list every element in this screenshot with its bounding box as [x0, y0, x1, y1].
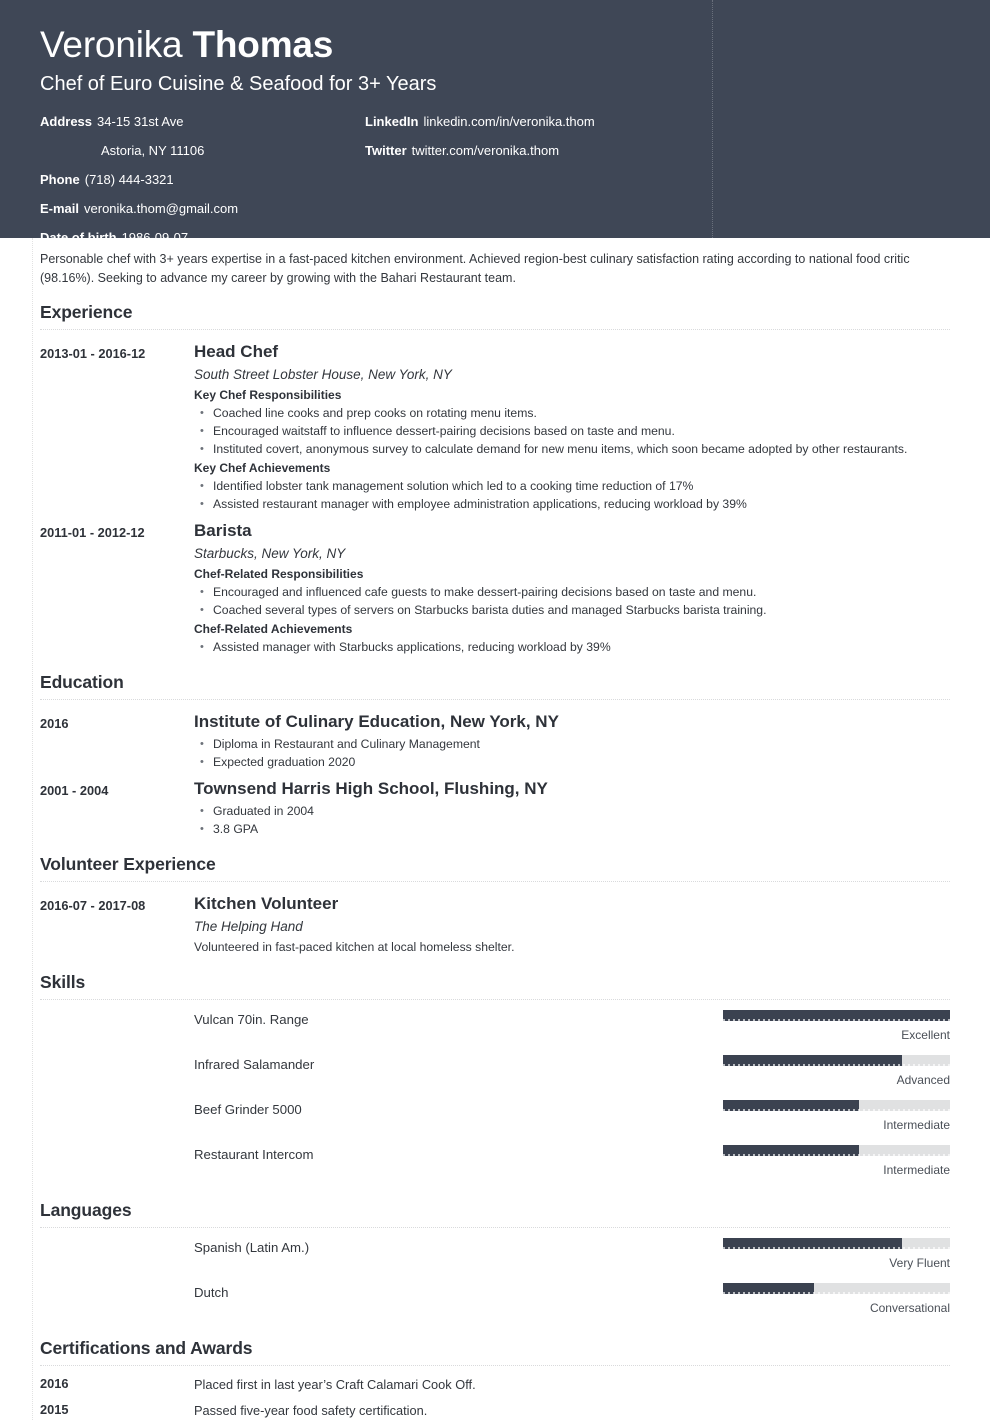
job-title: Chef of Euro Cuisine & Seafood for 3+ Years [40, 73, 437, 95]
language-meter-track [723, 1283, 950, 1294]
education-entry [40, 710, 950, 771]
contact-linkedin-label: LinkedIn [365, 114, 419, 129]
education-entry-school: Institute of Culinary Education, New York, NY [194, 712, 559, 731]
experience-entry-date: 2011-01 - 2012-12 [40, 525, 145, 540]
contact-twitter[interactable] [365, 142, 705, 159]
first-name: Veronika [40, 24, 183, 65]
list-item: • Encouraged waitstaff to influence dessert-pairing decisions based on taste and menu. [194, 422, 950, 440]
professional-summary: Personable chef with 3+ years expertise in a fast-paced kitchen environment. Achieved region-best culinary satisfaction rating according to national food critic (98.16%). Seeking to advance my career by growing with the Bahari Restaurant team. [40, 252, 910, 285]
skill-level-label: Intermediate [883, 1163, 950, 1177]
education-bullet-list [194, 802, 950, 838]
list-item: • Identified lobster tank management solution which led to a cooking time reduction of 17% [194, 477, 950, 495]
skill-meter-dot-overlay [723, 1019, 950, 1021]
language-level-label: Very Fluent [889, 1256, 950, 1270]
experience-entry-main [194, 340, 950, 513]
section-title-experience: Experience [40, 292, 950, 330]
skill-meter-dot-overlay [723, 1064, 950, 1066]
last-name: Thomas [192, 24, 334, 65]
contact-address-value-line2: Astoria, NY 11106 [101, 143, 205, 158]
experience-subheading: Chef-Related Responsibilities [194, 567, 364, 581]
volunteer-entry-date: 2016-07 - 2017-08 [40, 898, 146, 913]
skill-name: Beef Grinder 5000 [194, 1102, 302, 1117]
list-item: • Expected graduation 2020 [194, 753, 950, 771]
certification-year: 2016 [40, 1376, 69, 1391]
skill-row [40, 1055, 950, 1089]
education-bullet-list [194, 735, 950, 771]
experience-bullet-list [194, 638, 950, 656]
education-entry-date: 2001 - 2004 [40, 783, 109, 798]
education-entry [40, 777, 950, 838]
contact-dob-value: 1986-09-07 [121, 230, 189, 245]
contact-address [40, 113, 365, 130]
experience-bullet-list [194, 583, 950, 619]
skill-meter [723, 1100, 950, 1134]
contact-twitter-label: Twitter [365, 143, 407, 158]
experience-subheading: Chef-Related Achievements [194, 622, 353, 636]
skill-meter-dot-overlay [723, 1109, 950, 1111]
skill-row [40, 1145, 950, 1179]
resume-body [0, 238, 990, 1420]
list-item: • Coached several types of servers on Starbucks barista duties and managed Starbucks barista training. [194, 601, 950, 619]
volunteer-entry-role: Kitchen Volunteer [194, 894, 339, 913]
experience-bullet-list [194, 404, 950, 458]
resume-header [0, 0, 990, 245]
education-entry-date: 2016 [40, 716, 69, 731]
language-meter [723, 1283, 950, 1317]
skill-meter [723, 1010, 950, 1044]
section-title-volunteer-experience: Volunteer Experience [40, 844, 950, 882]
contact-phone-value: (718) 444-3321 [84, 172, 174, 187]
list-item: • Graduated in 2004 [194, 802, 950, 820]
skill-level-label: Advanced [896, 1073, 950, 1087]
list-item: • Diploma in Restaurant and Culinary Management [194, 735, 950, 753]
language-name: Spanish (Latin Am.) [194, 1240, 310, 1255]
skill-meter-track [723, 1145, 950, 1156]
contact-twitter-value[interactable]: twitter.com/veronika.thom [411, 143, 560, 158]
experience-entry-main [194, 519, 950, 656]
experience-bullet-list [194, 477, 950, 513]
skill-row [40, 1100, 950, 1134]
contact-email-value[interactable]: veronika.thom@gmail.com [84, 201, 239, 216]
certification-text: Placed first in last year’s Craft Calamari Cook Off. [194, 1377, 476, 1392]
language-row [40, 1238, 950, 1272]
language-meter-dot-overlay [723, 1292, 950, 1294]
contact-address-value: 34-15 31st Ave [97, 114, 184, 129]
section-title-education: Education [40, 662, 950, 700]
certification-year: 2015 [40, 1402, 69, 1417]
contact-email[interactable] [40, 200, 365, 217]
contact-column-left [40, 113, 365, 258]
volunteer-entry-org: The Helping Hand [194, 919, 303, 934]
language-name: Dutch [194, 1285, 229, 1300]
volunteer-entry [40, 892, 950, 956]
skill-name: Restaurant Intercom [194, 1147, 314, 1162]
language-meter [723, 1238, 950, 1272]
skill-meter [723, 1145, 950, 1179]
contact-phone-label: Phone [40, 172, 80, 187]
education-entry-school: Townsend Harris High School, Flushing, NY [194, 779, 548, 798]
list-item: • Assisted restaurant manager with employee administration applications, reducing workload by 39% [194, 495, 950, 513]
contact-email-label: E-mail [40, 201, 80, 216]
experience-subheading: Key Chef Responsibilities [194, 388, 342, 402]
skill-meter-track [723, 1055, 950, 1066]
language-row [40, 1283, 950, 1317]
list-item: • Coached line cooks and prep cooks on rotating menu items. [194, 404, 950, 422]
contact-linkedin-value[interactable]: linkedin.com/in/veronika.thom [423, 114, 595, 129]
section-title-certifications-and-awards: Certifications and Awards [40, 1328, 950, 1366]
skill-meter-track [723, 1100, 950, 1111]
language-meter-track [723, 1238, 950, 1249]
education-entry-main [194, 777, 950, 838]
experience-entry-org: South Street Lobster House, New York, NY [194, 367, 452, 382]
skill-row [40, 1010, 950, 1044]
language-meter-dot-overlay [723, 1247, 950, 1249]
experience-entry-role: Head Chef [194, 342, 279, 361]
list-item: • 3.8 GPA [194, 820, 950, 838]
volunteer-entry-description: Volunteered in fast-paced kitchen at local homeless shelter. [194, 940, 515, 954]
experience-entry [40, 519, 950, 656]
contact-phone [40, 171, 365, 188]
contact-linkedin[interactable] [365, 113, 705, 130]
skill-name: Infrared Salamander [194, 1057, 315, 1072]
section-title-skills: Skills [40, 962, 950, 1000]
skill-level-label: Intermediate [883, 1118, 950, 1132]
experience-entry-date: 2013-01 - 2016-12 [40, 346, 146, 361]
experience-entry [40, 340, 950, 513]
experience-subheading: Key Chef Achievements [194, 461, 331, 475]
volunteer-entry-main [194, 892, 950, 956]
contact-dob-label: Date of birth [40, 230, 117, 245]
language-level-label: Conversational [869, 1301, 950, 1315]
list-item: • Encouraged and influenced cafe guests to make dessert-pairing decisions based on taste and menu. [194, 583, 950, 601]
contact-column-right [365, 113, 705, 258]
contact-block [40, 113, 950, 258]
list-item: • Instituted covert, anonymous survey to calculate demand for new menu items, which soon became adopted by other restaurants. [194, 440, 950, 458]
section-title-languages: Languages [40, 1190, 950, 1228]
certification-row [40, 1402, 950, 1420]
list-item: • Assisted manager with Starbucks applications, reducing workload by 39% [194, 638, 950, 656]
experience-entry-org: Starbucks, New York, NY [194, 546, 346, 561]
header-column-divider [712, 0, 713, 238]
candidate-name [40, 22, 950, 68]
certification-text: Passed five-year food safety certification. [194, 1403, 428, 1418]
education-entry-main [194, 710, 950, 771]
certification-row [40, 1376, 950, 1394]
skill-meter [723, 1055, 950, 1089]
skill-name: Vulcan 70in. Range [194, 1012, 309, 1027]
experience-entry-role: Barista [194, 521, 252, 540]
skill-meter-dot-overlay [723, 1154, 950, 1156]
skill-meter-track [723, 1010, 950, 1021]
contact-address-label: Address [40, 114, 93, 129]
skill-level-label: Excellent [901, 1028, 950, 1042]
